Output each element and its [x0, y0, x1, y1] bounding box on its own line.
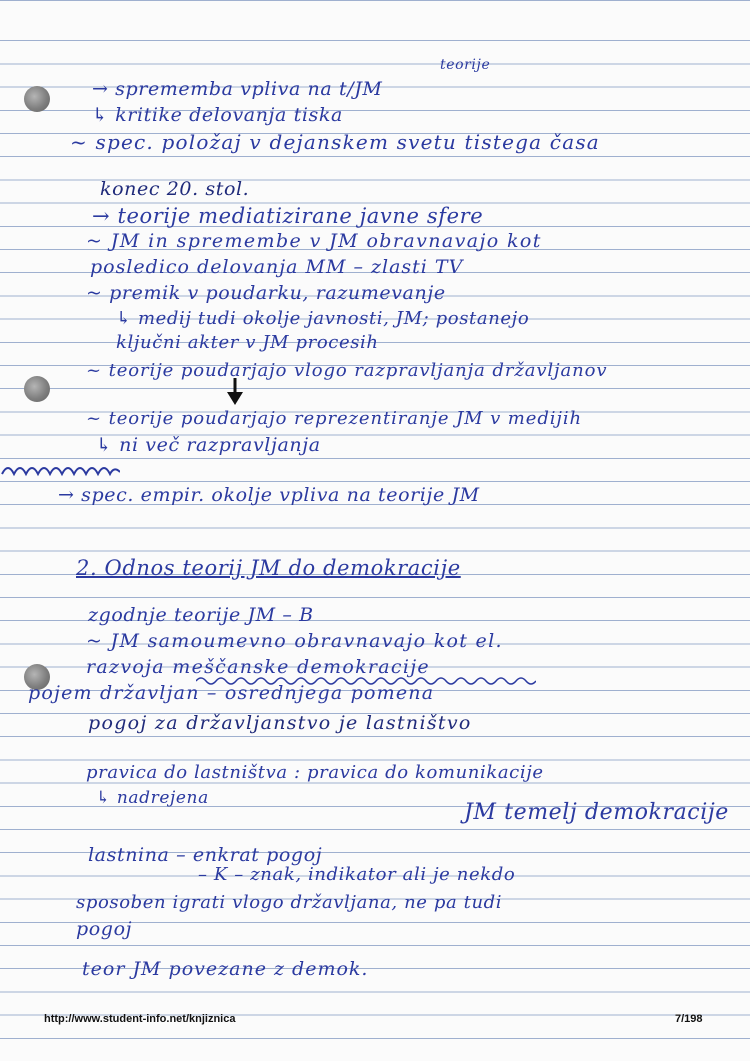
footer-page-number: 7/198: [675, 1013, 703, 1025]
note-line: lastnina – enkrat pogoj: [88, 844, 323, 866]
note-line: ~ JM in spremembe v JM obravnavajo kot: [86, 230, 542, 252]
note-line: ↳ ni več razpravljanja: [96, 434, 321, 456]
note-line: razvoja meščanske demokracije: [86, 656, 430, 678]
note-line: ~ premik v poudarku, razumevanje: [86, 282, 446, 304]
note-line: ~ teorije poudarjajo reprezentiranje JM v medijih: [86, 408, 583, 429]
heading-text: 2. Odnos teorij JM do demokracije: [76, 556, 461, 580]
note-line: teorije: [440, 57, 491, 73]
squiggle-divider: [0, 462, 120, 480]
note-line: – K – znak, indikator ali je nekdo: [198, 864, 516, 885]
note-line: teor JM povezane z demok.: [82, 958, 369, 980]
note-line: ↳ nadrejena: [96, 788, 209, 808]
note-line: sposoben igrati vlogo državljana, ne pa tudi: [76, 892, 503, 913]
note-line: → sprememba vpliva na t/JM: [92, 78, 383, 100]
note-line: ključni akter v JM procesih: [116, 332, 379, 353]
note-line: ~ spec. položaj v dejanskem svetu tistega časa: [70, 130, 600, 154]
section-heading: [76, 558, 461, 579]
note-line: pogoj za državljanstvo je lastništvo: [88, 712, 472, 734]
arrow-down-icon: [224, 378, 246, 406]
note-line: ↳ kritike delovanja tiska: [92, 104, 343, 126]
punch-hole: [24, 376, 50, 402]
note-line: ~ JM samoumevno obravnavajo kot el.: [86, 630, 503, 652]
note-line: → spec. empir. okolje vpliva na teorije JM: [58, 484, 480, 506]
note-line: pravica do lastništva : pravica do komunikacije: [86, 762, 544, 783]
note-line: zgodnje teorije JM – B: [88, 604, 314, 626]
note-line: JM temelj demokracije: [464, 800, 729, 825]
note-line: posledico delovanja MM – zlasti TV: [90, 256, 464, 278]
note-line: pogoj: [76, 918, 133, 940]
punch-hole: [24, 86, 50, 112]
note-line: konec 20. stol.: [100, 178, 250, 200]
note-line: → teorije mediatizirane javne sfere: [92, 204, 484, 228]
note-line: ↳ medij tudi okolje javnosti, JM; postanejo: [116, 308, 530, 329]
note-line: pojem državljan – osrednjega pomena: [28, 682, 435, 704]
note-line: ~ teorije poudarjajo vlogo razpravljanja državljanov: [86, 360, 608, 381]
footer-url: http://www.student-info.net/knjiznica: [44, 1013, 236, 1025]
